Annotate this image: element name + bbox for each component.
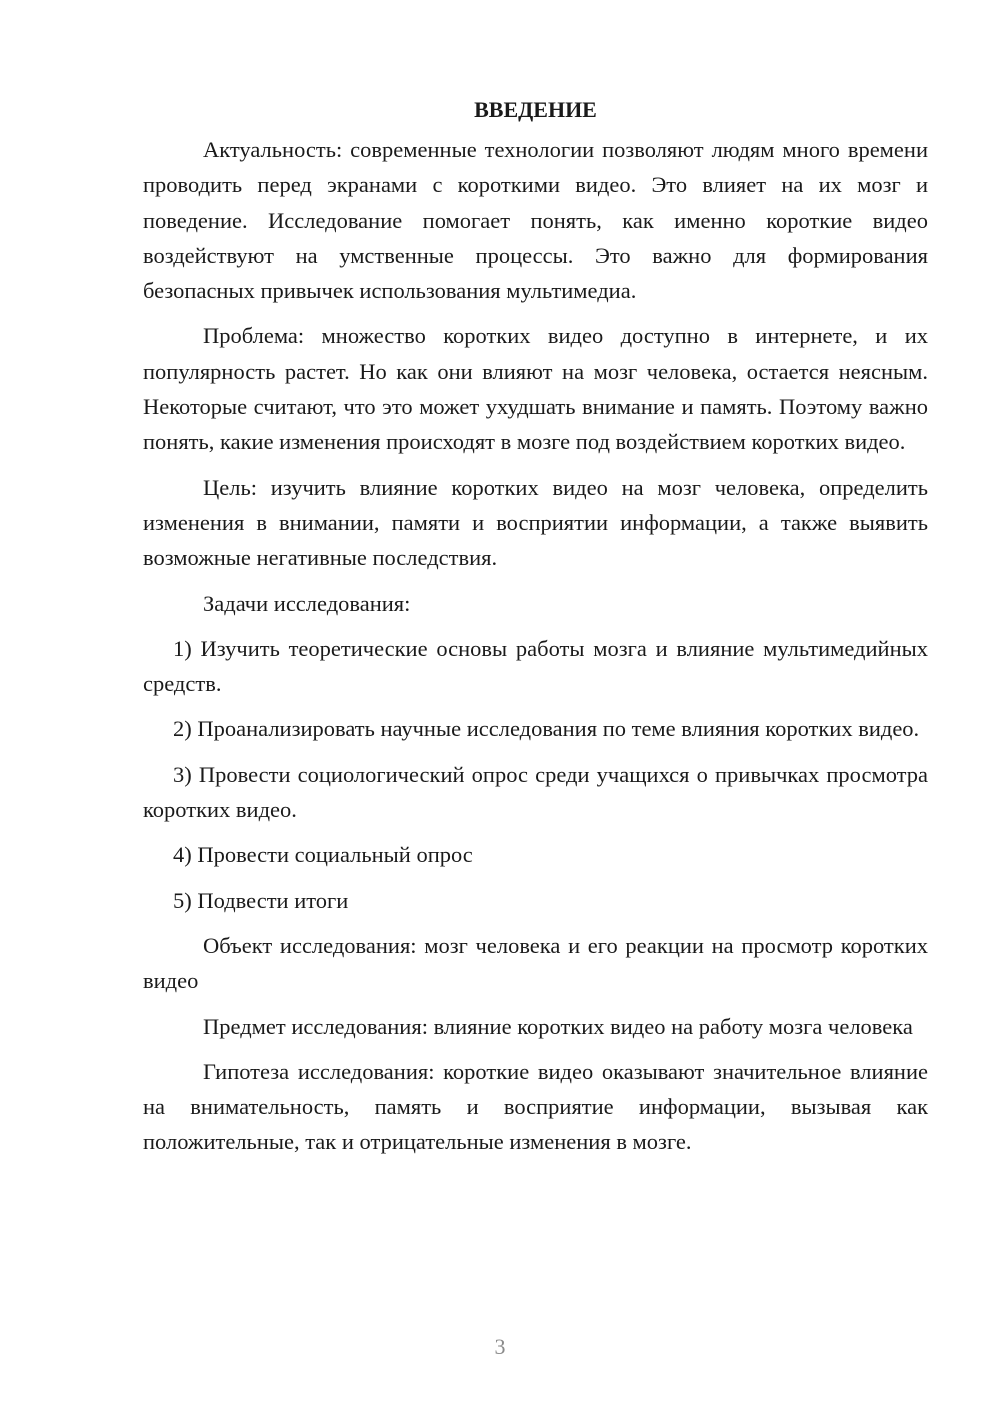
tasks-heading: Задачи исследования: [203, 590, 411, 616]
hypothesis-paragraph: Гипотеза исследования: короткие видео оказывают значительное влияние на внимательность, память и восприятие информации, вызывая как положительные, так и отрицательные изменения в мозге. [143, 1058, 928, 1155]
page-title: ВВЕДЕНИЕ [474, 97, 597, 122]
relevance-paragraph: Актуальность: современные технологии позволяют людям много времени проводить перед экранами с короткими видео. Это влияет на их мозг и поведение. Исследование помогает понять, как именно короткие видео воздействуют на умственные процессы. Это важно для формирования безопасных привычек использования мультимедиа. [143, 137, 928, 304]
task-item-5: 5) Подвести итоги [173, 887, 349, 913]
task-item-4: 4) Провести социальный опрос [173, 842, 473, 868]
problem-paragraph: Проблема: множество коротких видео доступно в интернете, и их популярность растет. Но как они влияют на мозг человека, остается неясным. Некоторые считают, что это может ухудшать внимание и память. Поэтому важно понять, какие изменения происходят в мозге под воздействием коротких видео. [143, 323, 928, 455]
task-item-3: 3) Провести социологический опрос среди учащихся о привычках просмотра коротких видео. [143, 761, 928, 823]
object-paragraph: Объект исследования: мозг человека и его реакции на просмотр коротких видео [143, 932, 928, 994]
goal-paragraph: Цель: изучить влияние коротких видео на мозг человека, определить изменения в внимании, памяти и восприятии информации, а также выявить возможные негативные последствия. [143, 474, 928, 571]
document-page [143, 92, 928, 1170]
task-item-1: 1) Изучить теоретические основы работы мозга и влияние мультимедийных средств. [143, 635, 928, 697]
page-number: 3 [494, 1334, 506, 1359]
subject-paragraph: Предмет исследования: влияние коротких видео на работу мозга человека [203, 1013, 913, 1039]
task-item-2: 2) Проанализировать научные исследования по теме влияния коротких видео. [173, 716, 920, 742]
